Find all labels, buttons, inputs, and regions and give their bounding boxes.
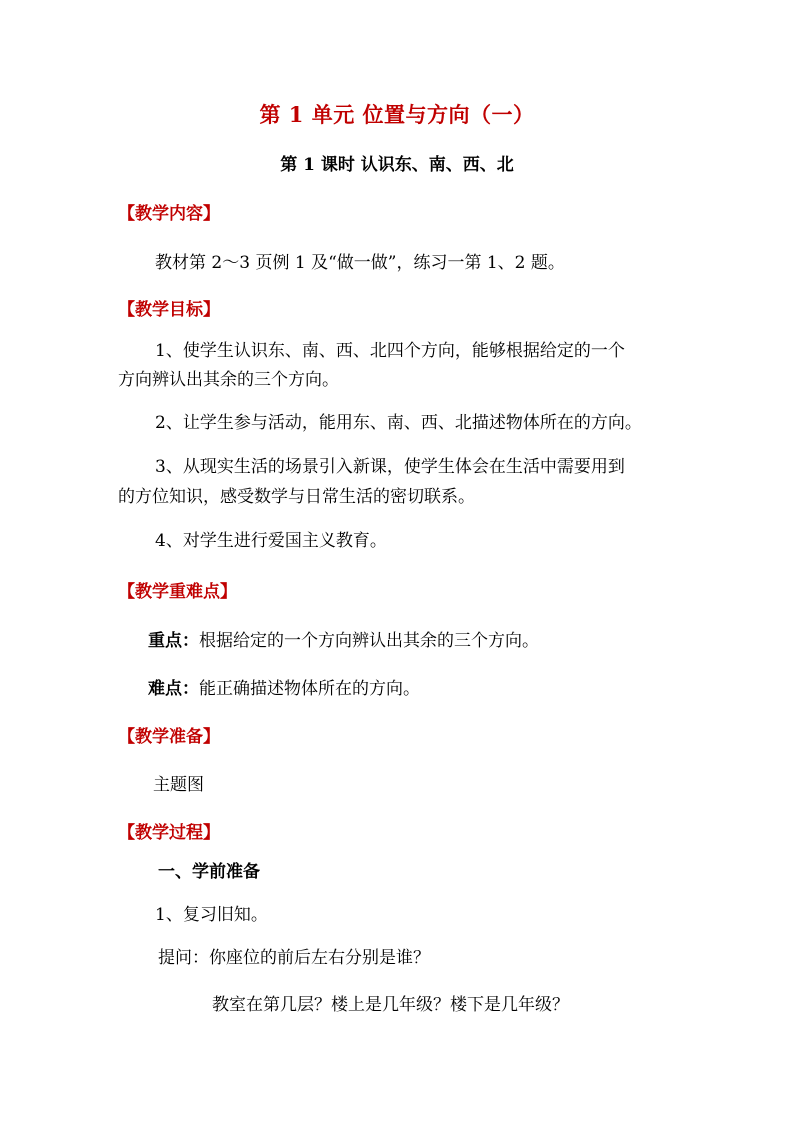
prep-text: 主题图 [153, 775, 204, 795]
section-heading-content: 【教学内容】 [118, 204, 220, 224]
difficult-point-text: 能正确描述物体所在的方向。 [199, 679, 420, 699]
section-heading-goals: 【教学目标】 [118, 300, 220, 320]
goal-item-4: 4、对学生进行爱国主义教育。 [155, 531, 387, 551]
content-text: 教材第 2～3 页例 1 及“做一做”，练习一第 1、2 题。 [155, 253, 565, 273]
difficult-point-line [148, 678, 420, 700]
difficult-point-label: 难点： [148, 679, 199, 699]
goal-item-3-line-1: 3、从现实生活的场景引入新课，使学生体会在生活中需要用到 [155, 457, 625, 477]
process-question-2: 教室在第几层？楼上是几年级？楼下是几年级？ [212, 995, 569, 1015]
goal-item-1-line-1: 1、使学生认识东、南、西、北四个方向，能够根据给定的一个 [155, 341, 625, 361]
process-step-1-title: 一、学前准备 [158, 862, 260, 882]
process-question-1: 提问：你座位的前后左右分别是谁？ [158, 948, 430, 968]
goal-item-3-line-2: 的方位知识，感受数学与日常生活的密切联系。 [118, 487, 475, 507]
key-point-label: 重点： [148, 631, 199, 651]
page-title: 第 1 单元 位置与方向（一） [259, 102, 535, 127]
goal-item-1-line-2: 方向辨认出其余的三个方向。 [118, 370, 339, 390]
section-heading-prep: 【教学准备】 [118, 727, 220, 747]
section-heading-process: 【教学过程】 [118, 823, 220, 843]
section-heading-keypoints: 【教学重难点】 [118, 582, 237, 602]
process-step-1-item-1: 1、复习旧知。 [155, 905, 268, 925]
goal-item-2: 2、让学生参与活动，能用东、南、西、北描述物体所在的方向。 [155, 413, 642, 433]
key-point-text: 根据给定的一个方向辨认出其余的三个方向。 [199, 631, 539, 651]
page-subtitle: 第 1 课时 认识东、南、西、北 [280, 155, 514, 175]
key-point-line [148, 630, 539, 652]
